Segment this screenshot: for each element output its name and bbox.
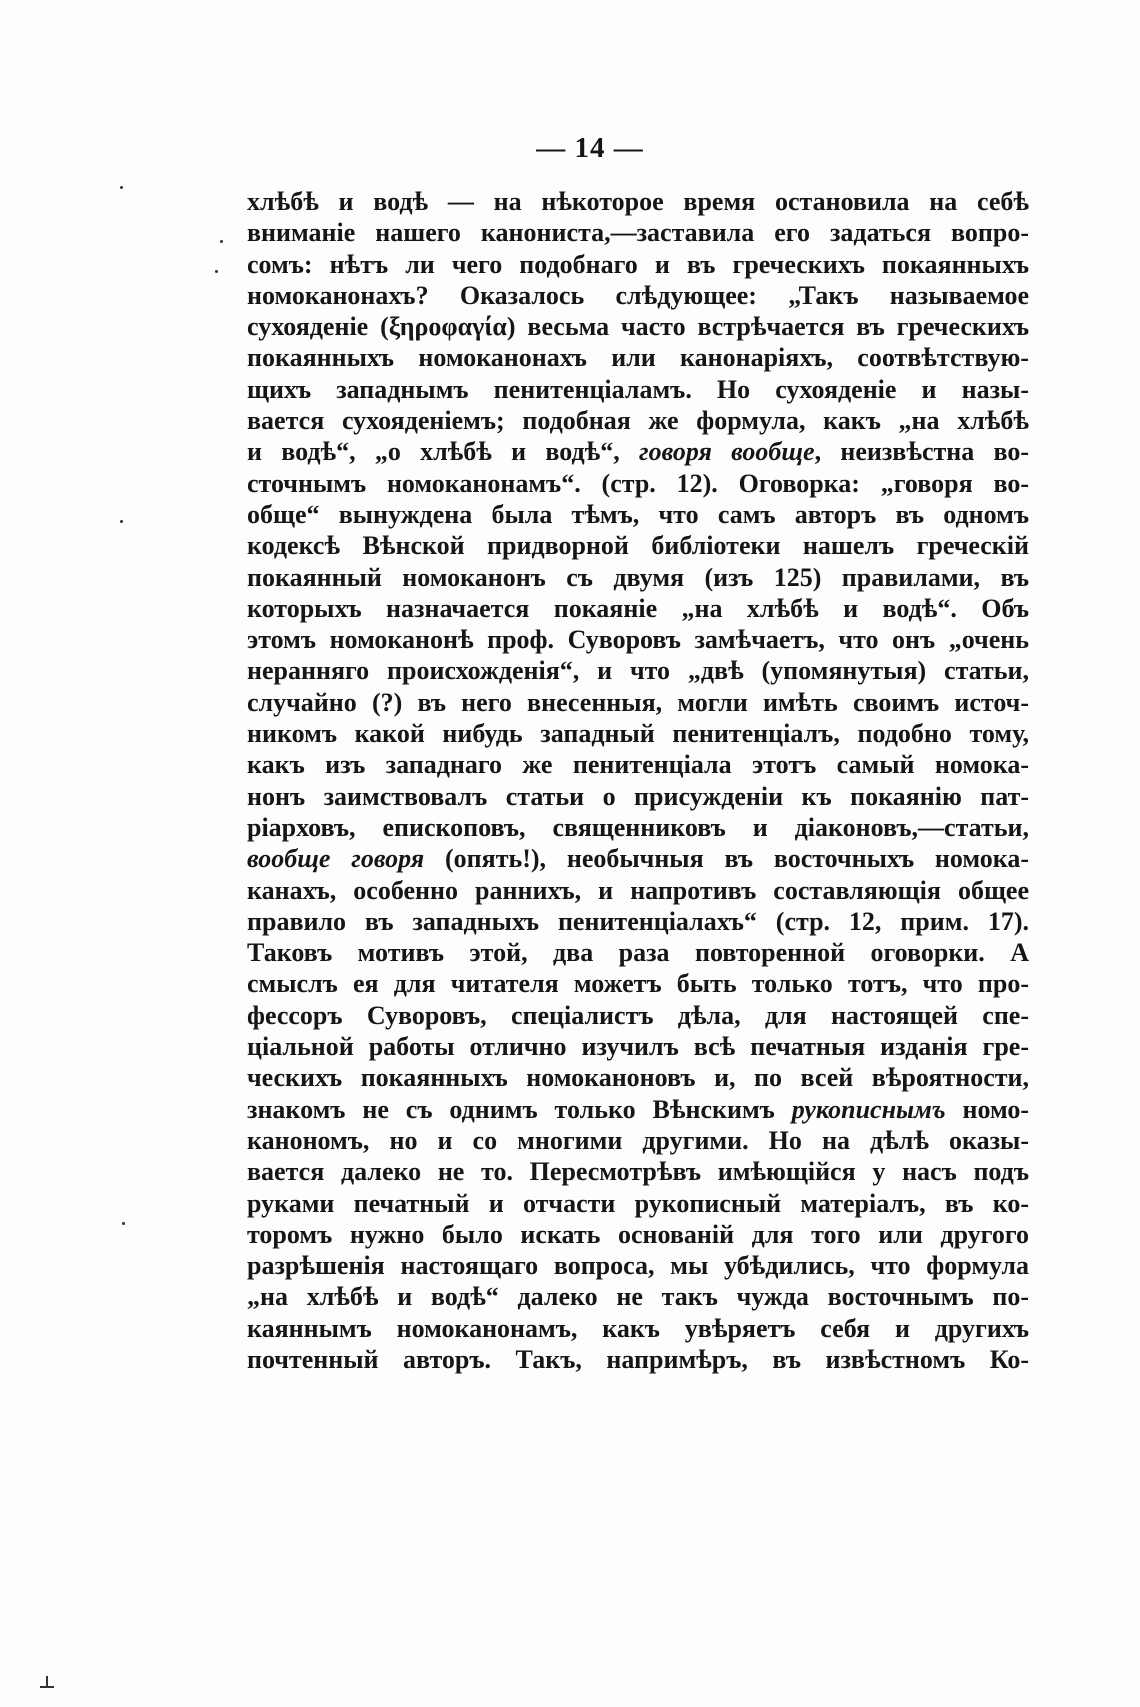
- italic-run: вообще говоря: [247, 844, 425, 874]
- text-run: канахъ, особенно раннихъ, и напротивъ составляющія общее: [247, 875, 1029, 905]
- scan-speck: [122, 1222, 125, 1225]
- scan-speck: [120, 186, 123, 189]
- text-line: [247, 1031, 1029, 1062]
- text-run: фессоръ Суворовъ, спеціалистъ дѣла, для настоящей спе-: [247, 1000, 1029, 1030]
- text-line: [247, 655, 1029, 686]
- text-run: ріарховъ, епископовъ, священниковъ и діаконовъ,—статьи,: [247, 812, 1029, 842]
- text-run: (опять!), необычныя въ восточныхъ номока-: [424, 844, 1029, 874]
- text-run: и водѣ“, „о хлѣбѣ и водѣ“,: [247, 437, 639, 467]
- text-run: какъ изъ западнаго же пенитенціала этотъ самый номока-: [247, 750, 1029, 780]
- text-run: обще“ вынуждена была тѣмъ, что самъ авторъ въ одномъ: [247, 499, 1029, 529]
- text-run: правило въ западныхъ пенитенціалахъ“ (стр. 12, прим. 17).: [247, 906, 1029, 936]
- text-run: неранняго происхожденія“, и что „двѣ (упомянутыя) статьи,: [247, 656, 1029, 686]
- text-line: [247, 1344, 1029, 1375]
- text-line: [247, 1156, 1029, 1187]
- text-run: вается сухояденіемъ; подобная же формула, какъ „на хлѣбѣ: [247, 406, 1029, 436]
- text-run: щихъ западнымъ пенитенціаламъ. Но сухояденіе и назы-: [247, 374, 1029, 404]
- text-run: вниманіе нашего канониста,—заставила его задаться вопро-: [247, 218, 1029, 248]
- text-line: [247, 1000, 1029, 1031]
- text-run: случайно (?) въ него внесенныя, могли имѣть своимъ источ-: [247, 687, 1029, 717]
- text-line: [247, 436, 1029, 467]
- text-run: покаянный номоканонъ съ двумя (изъ 125) правилами, въ: [247, 562, 1029, 592]
- text-run: вается далеко не то. Пересмотрѣвъ имѣющійся у насъ подъ: [247, 1157, 1029, 1187]
- body-text: [247, 186, 1029, 1375]
- scan-speck: [46, 1676, 48, 1687]
- text-line: [247, 374, 1029, 405]
- text-line: [247, 186, 1029, 217]
- text-run: разрѣшенія настоящаго вопроса, мы убѣдились, что формула: [247, 1251, 1029, 1281]
- text-line: [247, 311, 1029, 342]
- text-run: которыхъ назначается покаяніе „на хлѣбѣ и водѣ“. Объ: [247, 593, 1029, 623]
- text-line: [247, 1125, 1029, 1156]
- text-line: [247, 468, 1029, 499]
- text-line: [247, 217, 1029, 248]
- text-run: сомъ: нѣтъ ли чего подобнаго и въ греческихъ покаянныхъ: [247, 249, 1029, 279]
- text-line: [247, 342, 1029, 373]
- text-line: [247, 280, 1029, 311]
- text-run: Таковъ мотивъ этой, два раза повторенной оговорки. А: [247, 938, 1029, 968]
- text-run: почтенный авторъ. Такъ, напримѣръ, въ извѣстномъ Ко-: [247, 1344, 1029, 1374]
- text-run: торомъ нужно было искать основаній для того или другого: [247, 1219, 1029, 1249]
- text-run: „на хлѣбѣ и водѣ“ далеко не такъ чужда восточнымъ по-: [247, 1282, 1029, 1312]
- text-line: [247, 530, 1029, 561]
- text-line: [247, 937, 1029, 968]
- text-run: каяннымъ номоканонамъ, какъ увѣряетъ себя и другихъ: [247, 1313, 1029, 1343]
- text-run: покаянныхъ номоканонахъ или канонаріяхъ, соотвѣтствую-: [247, 343, 1029, 373]
- text-line: [247, 781, 1029, 812]
- text-line: [247, 843, 1029, 874]
- text-line: [247, 1281, 1029, 1312]
- text-line: [247, 906, 1029, 937]
- text-run: руками печатный и отчасти рукописный матеріалъ, въ ко-: [247, 1188, 1029, 1218]
- text-line: [247, 1188, 1029, 1219]
- text-line: [247, 687, 1029, 718]
- text-line: [247, 1313, 1029, 1344]
- italic-run: рукописнымъ: [791, 1094, 946, 1124]
- text-line: [247, 1219, 1029, 1250]
- text-run: ціальной работы отлично изучилъ всѣ печатныя изданія гре-: [247, 1032, 1029, 1062]
- text-run: сухояденіе (ξηροφαγία) весьма часто встрѣчается въ греческихъ: [247, 312, 1029, 342]
- text-run: канономъ, но и со многими другими. Но на дѣлѣ оказы-: [247, 1125, 1029, 1155]
- text-run: кодексѣ Вѣнской придворной библіотеки нашелъ греческій: [247, 531, 1029, 561]
- scan-speck: [120, 520, 123, 523]
- text-run: никомъ какой нибудь западный пенитенціалъ, подобно тому,: [247, 719, 1029, 749]
- page-number: — 14 —: [536, 132, 644, 164]
- text-run: ческихъ покаянныхъ номоканоновъ и, по всей вѣроятности,: [247, 1063, 1029, 1093]
- text-line: [247, 718, 1029, 749]
- text-line: [247, 249, 1029, 280]
- text-line: [247, 499, 1029, 530]
- text-line: [247, 562, 1029, 593]
- text-line: [247, 812, 1029, 843]
- text-run: номо-: [945, 1094, 1029, 1124]
- text-line: [247, 1062, 1029, 1093]
- text-run: , неизвѣстна во-: [814, 437, 1029, 467]
- text-line: [247, 405, 1029, 436]
- text-line: [247, 968, 1029, 999]
- text-run: нонъ заимствовалъ статьи о присужденіи къ покаянію пат-: [247, 781, 1029, 811]
- text-line: [247, 624, 1029, 655]
- text-line: [247, 1094, 1029, 1125]
- scan-speck: [215, 270, 218, 273]
- scan-speck: [220, 240, 223, 243]
- text-run: этомъ номоканонѣ проф. Суворовъ замѣчаетъ, что онъ „очень: [247, 625, 1029, 655]
- italic-run: говоря вообще: [638, 437, 815, 467]
- text-line: [247, 593, 1029, 624]
- text-run: смыслъ ея для читателя можетъ быть только тотъ, что про-: [247, 969, 1029, 999]
- text-run: хлѣбѣ и водѣ — на нѣкоторое время остановила на себѣ: [247, 187, 1029, 216]
- text-line: [247, 1250, 1029, 1281]
- text-line: [247, 875, 1029, 906]
- text-run: сточнымъ номоканонамъ“. (стр. 12). Оговорка: „говоря во-: [247, 468, 1029, 498]
- text-run: знакомъ не съ однимъ только Вѣнскимъ: [247, 1094, 792, 1124]
- text-line: [247, 749, 1029, 780]
- text-run: номоканонахъ? Оказалось слѣдующее: „Такъ называемое: [247, 280, 1029, 310]
